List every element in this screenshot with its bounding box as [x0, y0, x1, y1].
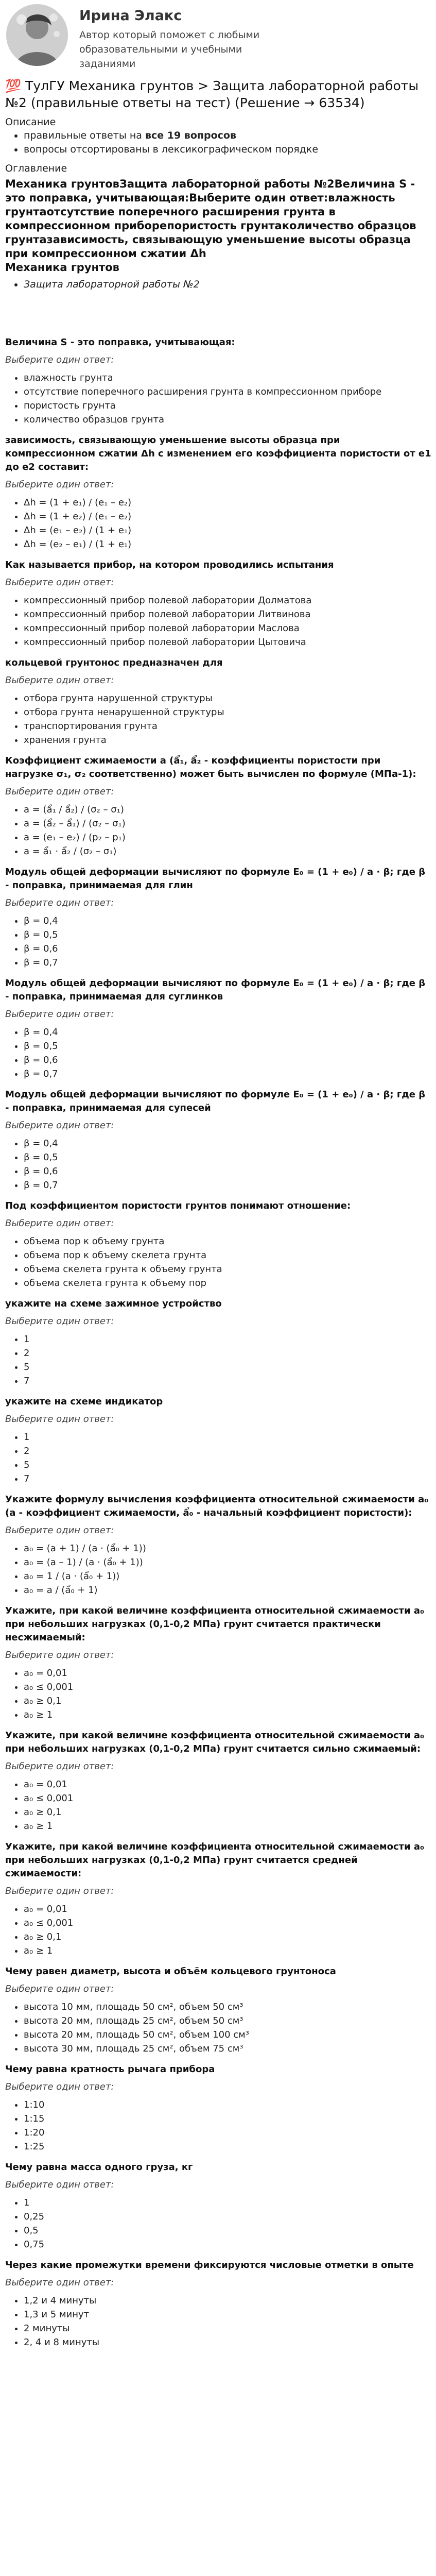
question-block	[5, 1840, 432, 1958]
answer-option: • высота 20 мм, площадь 50 см², объем 100 см³	[24, 2028, 432, 2042]
answer-option: • 1,3 и 5 минут	[24, 2308, 432, 2321]
answer-options	[5, 1137, 432, 1192]
answer-options	[5, 496, 432, 551]
answer-options	[5, 594, 432, 649]
question-text: Чему равна масса одного груза, кг	[5, 2162, 193, 2173]
answer-option: • β = 0,4	[24, 1137, 432, 1150]
answer-option: • Δh = (1 + e₂) / (e₁ – e₂)	[24, 510, 432, 523]
answer-option: • a₀ = (a – 1) / (a · (ẩ₀ + 1))	[24, 1555, 432, 1569]
toc-list	[4, 278, 432, 292]
question-prompt: Выберите один ответ:	[5, 1525, 114, 1536]
answer-option: • β = 0,7	[24, 1178, 432, 1192]
description-label: Описание	[5, 116, 56, 128]
answer-option: • β = 0,5	[24, 1150, 432, 1164]
question-block	[5, 1604, 432, 1722]
author-description: Автор который поможет с любыми образовательными и учебными заданиями	[79, 29, 260, 70]
answer-options	[5, 2196, 432, 2251]
question-text: зависимость, связывающую уменьшение высоты образца при компрессионном сжатии Δh с изменением его коэффициента пористости от e1 до e2 составит:	[5, 435, 431, 472]
question-block	[5, 1965, 432, 2056]
description-item-text: вопросы отсортированы в лексикографическом порядке	[24, 144, 319, 155]
description-item	[24, 129, 432, 143]
answer-option: • a₀ ≥ 1	[24, 1708, 432, 1722]
description-item	[24, 143, 432, 157]
question-text: Чему равен диаметр, высота и объём кольцевого грунтоноса	[5, 1966, 336, 1977]
question-text: Укажите, при какой величине коэффициента относительной сжимаемости a₀ при небольших нагрузках (0,1-0,2 МПа) грунт считается средней сжимаемости:	[5, 1841, 424, 1879]
answer-option: • a₀ = 0,01	[24, 1777, 432, 1791]
answer-option: • хранения грунта	[24, 733, 432, 747]
question-text: Модуль общей деформации вычисляют по формуле E₀ = (1 + e₀) / a · β; где β - поправка, принимаемая для суглинков	[5, 978, 426, 1002]
answer-option: • Δh = (e₁ – e₂) / (1 + e₁)	[24, 523, 432, 537]
question-text: Как называется прибор, на котором проводились испытания	[5, 560, 334, 570]
question-block	[5, 558, 432, 649]
question-text: Укажите формулу вычисления коэффициента относительной сжимаемости a₀ (a - коэффициент сжимаемости, ẩ₀ - начальный коэффициент пористости):	[5, 1494, 429, 1518]
answer-options	[5, 2000, 432, 2056]
answer-option: • a₀ ≤ 0,001	[24, 1680, 432, 1694]
answer-option: • β = 0,7	[24, 1067, 432, 1081]
toc-item[interactable]: • Защита лабораторной работы №2	[24, 278, 432, 292]
question-prompt: Выберите один ответ:	[5, 1414, 114, 1425]
answer-option: • отбора грунта нарушенной структуры	[24, 691, 432, 705]
answer-option: • отбора грунта ненарушенной структуры	[24, 705, 432, 719]
answer-options	[5, 691, 432, 747]
question-block	[5, 754, 432, 858]
avatar-image	[6, 4, 68, 66]
answer-option: • компрессионный прибор полевой лаборатории Маслова	[24, 621, 432, 635]
answer-option: • объема пор к объему скелета грунта	[24, 1248, 432, 1262]
question-text: Через какие промежутки времени фиксируются числовые отметки в опыте	[5, 2260, 414, 2270]
answer-option: • 5	[24, 1360, 432, 1374]
answer-options	[5, 371, 432, 427]
question-text: кольцевой грунтонос предназначен для	[5, 657, 223, 668]
page-title: 💯 ТулГУ Механика грунтов > Защита лабораторной работы №2 (правильные ответы на тест) (Решение → 63534)	[5, 78, 419, 110]
answer-options	[5, 2294, 432, 2349]
toc-subject: Механика грунтов	[5, 261, 119, 274]
answer-option: • a₀ ≥ 1	[24, 1819, 432, 1833]
answer-option: • 0,75	[24, 2238, 432, 2251]
question-block	[5, 1199, 432, 1290]
answer-option: • объема скелета грунта к объему пор	[24, 1276, 432, 1290]
answer-option: • 1	[24, 2196, 432, 2210]
answer-option: • a = (e₁ – e₂) / (p₂ – p₁)	[24, 831, 432, 844]
question-block	[5, 1088, 432, 1192]
answer-option: • β = 0,6	[24, 1164, 432, 1178]
answer-option: • 2, 4 и 8 минуты	[24, 2335, 432, 2349]
answer-option: • a₀ ≥ 1	[24, 1944, 432, 1958]
question-prompt: Выберите один ответ:	[5, 1009, 114, 1020]
question-prompt: Выберите один ответ:	[5, 479, 114, 490]
avatar[interactable]	[6, 4, 68, 66]
question-prompt: Выберите один ответ:	[5, 1886, 114, 1896]
answer-option: • β = 0,7	[24, 956, 432, 970]
question-text: Чему равна кратность рычага прибора	[5, 2064, 215, 2075]
question-prompt: Выберите один ответ:	[5, 1761, 114, 1772]
answer-option: • 1:15	[24, 2112, 432, 2126]
answer-option: • количество образцов грунта	[24, 413, 432, 427]
question-block	[5, 866, 432, 970]
question-text: Величина S - это поправка, учитывающая:	[5, 337, 235, 348]
answer-option: • компрессионный прибор полевой лаборатории Цытовича	[24, 635, 432, 649]
description-list	[4, 129, 432, 157]
question-prompt: Выберите один ответ:	[5, 897, 114, 908]
answer-option: • влажность грунта	[24, 371, 432, 385]
answer-options	[5, 1025, 432, 1081]
answer-option: • 0,25	[24, 2210, 432, 2224]
answer-options	[5, 1777, 432, 1833]
answer-option: • отсутствие поперечного расширения грунта в компрессионном приборе	[24, 385, 432, 399]
answer-option: • 1,2 и 4 минуты	[24, 2294, 432, 2308]
description-item-bold: все 19 вопросов	[145, 130, 237, 141]
answer-options	[5, 1666, 432, 1722]
question-prompt: Выберите один ответ:	[5, 1984, 114, 1994]
toc-long-title: Механика грунтовЗащита лабораторной работы №2Величина S - это поправка, учитывающая:Выберите один ответ:влажность грунтаотсутствие поперечного расширения грунта в компрессионном приборепористость грунтаколичество образцов грунтазависимость, связывающую уменьшение высоты образца при компрессионном сжатии Δh	[5, 178, 416, 260]
answer-option: • β = 0,6	[24, 1053, 432, 1067]
answer-option: • a₀ = 0,01	[24, 1902, 432, 1916]
answer-option: • 2	[24, 1444, 432, 1458]
author-name[interactable]: Ирина Элакс	[79, 8, 182, 24]
answer-option: • 2 минуты	[24, 2321, 432, 2335]
question-prompt: Выберите один ответ:	[5, 1120, 114, 1131]
answer-option: • β = 0,5	[24, 1039, 432, 1053]
question-text: Модуль общей деформации вычисляют по формуле E₀ = (1 + e₀) / a · β; где β - поправка, принимаемая для супесей	[5, 1089, 426, 1113]
question-text: укажите на схеме зажимное устройство	[5, 1298, 222, 1309]
question-block	[5, 434, 432, 551]
question-block	[5, 2259, 432, 2349]
question-block	[5, 1729, 432, 1833]
author-info	[79, 7, 265, 71]
question-prompt: Выберите один ответ:	[5, 577, 114, 588]
answer-option: • a₀ = (a + 1) / (a · (ẩ₀ + 1))	[24, 1541, 432, 1555]
answer-option: • β = 0,4	[24, 1025, 432, 1039]
author-header	[4, 4, 432, 70]
answer-option: • a₀ = 0,01	[24, 1666, 432, 1680]
answer-options	[5, 1902, 432, 1958]
answer-option: • a = (ẩ₂ – ẩ₁) / (σ₂ – σ₁)	[24, 817, 432, 831]
answer-option: • a₀ ≥ 0,1	[24, 1930, 432, 1944]
question-block	[5, 1493, 432, 1597]
question-prompt: Выберите один ответ:	[5, 2179, 114, 2190]
question-prompt: Выберите один ответ:	[5, 1650, 114, 1660]
answer-option: • Δh = (1 + e₁) / (e₁ – e₂)	[24, 496, 432, 510]
question-text: укажите на схеме индикатор	[5, 1396, 163, 1407]
answer-option: • a₀ = 1 / (a · (ẩ₀ + 1))	[24, 1569, 432, 1583]
answer-options	[5, 1234, 432, 1290]
question-text: Укажите, при какой величине коэффициента относительной сжимаемости a₀ при небольших нагрузках (0,1-0,2 МПа) грунт считается практически несжимаемый:	[5, 1605, 424, 1643]
answer-option: • высота 20 мм, площадь 25 см², объем 50 см³	[24, 2014, 432, 2028]
questions-list	[4, 336, 432, 2349]
answer-option: • компрессионный прибор полевой лаборатории Литвинова	[24, 607, 432, 621]
answer-options	[5, 2098, 432, 2154]
answer-option: • 0,5	[24, 2224, 432, 2238]
answer-option: • объема скелета грунта к объему грунта	[24, 1262, 432, 1276]
answer-options	[5, 803, 432, 858]
answer-option: • a₀ ≥ 0,1	[24, 1805, 432, 1819]
question-block	[5, 2161, 432, 2251]
answer-option: • β = 0,5	[24, 928, 432, 942]
answer-options	[5, 914, 432, 970]
answer-option: • 7	[24, 1472, 432, 1486]
answer-option: • транспортирования грунта	[24, 719, 432, 733]
answer-option: • β = 0,4	[24, 914, 432, 928]
answer-options	[5, 1332, 432, 1388]
question-block	[5, 1297, 432, 1388]
answer-option: • высота 30 мм, площадь 25 см², объем 75 см³	[24, 2042, 432, 2056]
answer-option: • 1	[24, 1430, 432, 1444]
description-item-text: правильные ответы на	[24, 130, 145, 141]
question-block	[5, 977, 432, 1081]
answer-option: • пористость грунта	[24, 399, 432, 413]
answer-options	[5, 1430, 432, 1486]
answer-option: • β = 0,6	[24, 942, 432, 956]
spacer	[4, 292, 432, 329]
answer-option: • 7	[24, 1374, 432, 1388]
answer-option: • 1:25	[24, 2140, 432, 2154]
answer-option: • объема пор к объему грунта	[24, 1234, 432, 1248]
answer-option: • высота 10 мм, площадь 50 см², объем 50 см³	[24, 2000, 432, 2014]
answer-option: • 5	[24, 1458, 432, 1472]
question-block	[5, 656, 432, 747]
answer-option: • a₀ ≤ 0,001	[24, 1916, 432, 1930]
question-text: Коэффициент сжимаемости a (ẩ₁, ẩ₂ - коэффициенты пористости при нагрузке σ₁, σ₂ соответственно) может быть вычислен по формуле (МПа-1):	[5, 755, 416, 779]
answer-option: • a₀ = a / (ẩ₀ + 1)	[24, 1583, 432, 1597]
question-block	[5, 336, 432, 427]
answer-option: • компрессионный прибор полевой лаборатории Долматова	[24, 594, 432, 607]
answer-option: • Δh = (e₂ – e₁) / (1 + e₁)	[24, 537, 432, 551]
question-prompt: Выберите один ответ:	[5, 675, 114, 686]
answer-option: • a₀ ≤ 0,001	[24, 1791, 432, 1805]
answer-option: • a = (ẩ₁ / ẩ₂) / (σ₂ – σ₁)	[24, 803, 432, 817]
question-block	[5, 2063, 432, 2154]
question-text: Под коэффициентом пористости грунтов понимают отношение:	[5, 1200, 351, 1211]
question-prompt: Выберите один ответ:	[5, 2277, 114, 2288]
question-text: Модуль общей деформации вычисляют по формуле E₀ = (1 + e₀) / a · β; где β - поправка, принимаемая для глин	[5, 867, 426, 891]
answer-option: • 1:10	[24, 2098, 432, 2112]
question-prompt: Выберите один ответ:	[5, 1316, 114, 1327]
question-text: Укажите, при какой величине коэффициента относительной сжимаемости a₀ при небольших нагрузках (0,1-0,2 МПа) грунт считается сильно сжимаемый:	[5, 1730, 424, 1754]
answer-option: • 1	[24, 1332, 432, 1346]
answer-option: • 2	[24, 1346, 432, 1360]
question-prompt: Выберите один ответ:	[5, 354, 114, 365]
answer-option: • a = ẩ₁ · ẩ₂ / (σ₂ – σ₁)	[24, 844, 432, 858]
toc-label: Оглавление	[5, 163, 67, 174]
answer-option: • 1:20	[24, 2126, 432, 2140]
question-prompt: Выберите один ответ:	[5, 786, 114, 797]
question-prompt: Выберите один ответ:	[5, 2081, 114, 2092]
question-prompt: Выберите один ответ:	[5, 1218, 114, 1229]
question-block	[5, 1395, 432, 1486]
answer-option: • a₀ ≥ 0,1	[24, 1694, 432, 1708]
answer-options	[5, 1541, 432, 1597]
